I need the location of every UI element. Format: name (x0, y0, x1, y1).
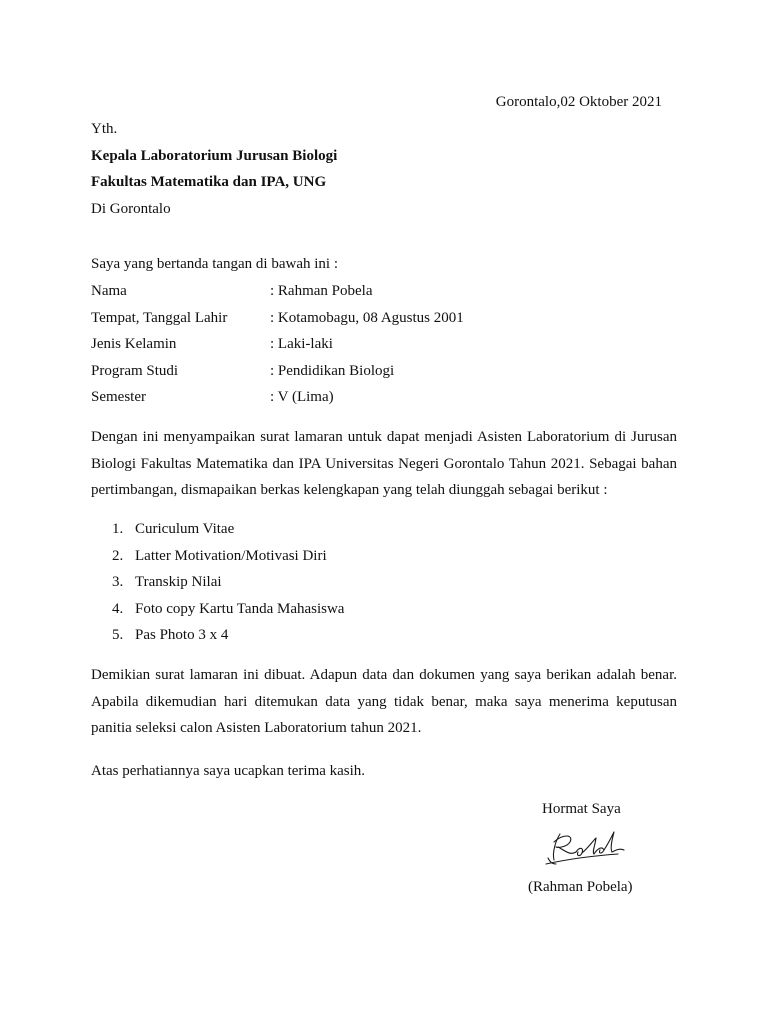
biodata-label: Tempat, Tanggal Lahir (91, 309, 228, 326)
biodata-label: Jenis Kelamin (91, 336, 177, 352)
recipient-block (91, 120, 337, 226)
biodata-label: Program Studi (91, 362, 179, 379)
list-text: Transkip Nilai (135, 574, 222, 590)
signature-image (540, 826, 632, 872)
salutation: Yth. (91, 121, 118, 137)
biodata-row-semester (91, 388, 591, 415)
biodata-row-program (91, 362, 591, 389)
signer-name: (Rahman Pobela) (528, 879, 633, 895)
thanks-text: Atas perhatiannya saya ucapkan terima kasih. (91, 763, 366, 779)
body-paragraph-declaration: Demikian surat lamaran ini dibuat. Adapun data dan dokumen yang saya berikan adalah benar. Apabila dikemudian hari ditemukan data yang tidak benar, maka saya menerima keputusan panitia seleksi calon Asisten Laboratorium tahun 2021. (91, 667, 677, 736)
biodata-value: : Rahman Pobela (270, 283, 373, 299)
biodata-table (91, 282, 591, 415)
recipient-faculty: Fakultas Matematika dan IPA, UNG (91, 174, 327, 190)
biodata-row-name (91, 282, 591, 309)
list-number: 3. (112, 574, 124, 590)
biodata-value: : Laki-laki (270, 336, 333, 352)
list-number: 5. (112, 627, 124, 643)
closing-greeting: Hormat Saya (542, 801, 621, 817)
biodata-label: Semester (91, 389, 146, 405)
biodata-label: Nama (91, 283, 127, 299)
recipient-location: Di Gorontalo (91, 200, 171, 217)
intro-text: Saya yang bertanda tangan di bawah ini : (91, 256, 339, 272)
place-date: Gorontalo,02 Oktober 2021 (495, 94, 662, 110)
list-number: 2. (112, 547, 124, 564)
recipient-title: Kepala Laboratorium Jurusan Biologi (91, 147, 338, 164)
biodata-row-birth (91, 309, 591, 336)
list-text: Foto copy Kartu Tanda Mahasiswa (135, 600, 345, 617)
list-text: Pas Photo 3 x 4 (135, 627, 229, 643)
biodata-value: : Pendidikan Biologi (270, 362, 395, 379)
body-paragraph-application: Dengan ini menyampaikan surat lamaran untuk dapat menjadi Asisten Laboratorium di Jurusan Biologi Fakultas Matematika dan IPA Universitas Negeri Gorontalo Tahun 2021. Sebagai bahan pertimbangan, dismapaikan berkas kelengkapan yang telah diunggah sebagai berikut : (91, 429, 677, 498)
list-number: 4. (112, 600, 124, 617)
list-text: Curiculum Vitae (135, 521, 235, 537)
biodata-row-gender (91, 335, 591, 362)
biodata-value: : V (Lima) (270, 389, 334, 405)
biodata-value: : Kotamobagu, 08 Agustus 2001 (270, 309, 464, 326)
list-number: 1. (112, 521, 124, 537)
list-text: Latter Motivation/Motivasi Diri (135, 547, 327, 564)
